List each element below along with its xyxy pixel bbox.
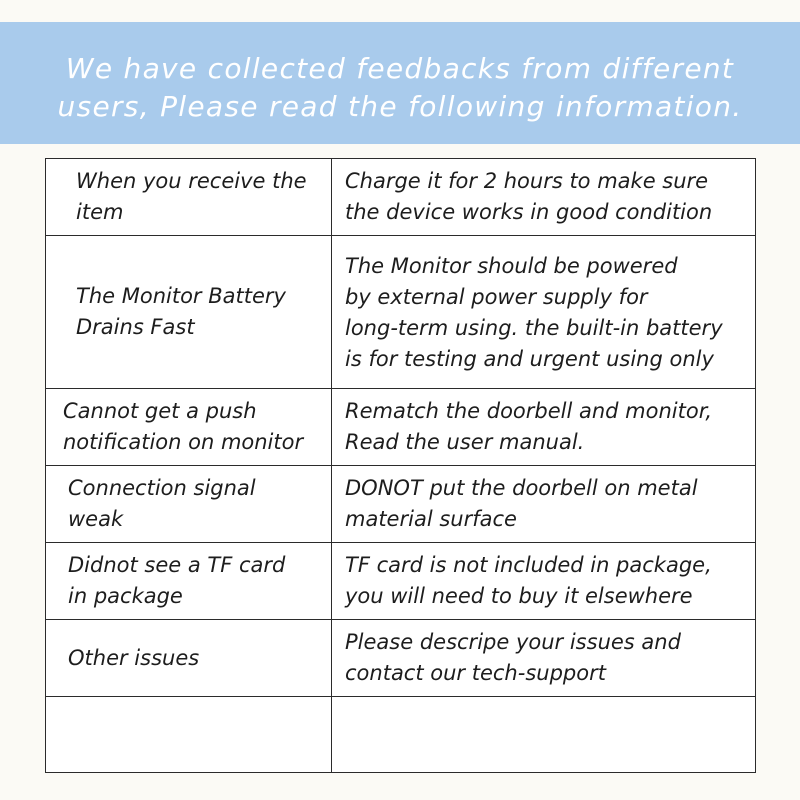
- solution-text: Charge it for 2 hours to make sure the device works in good condition: [345, 169, 713, 224]
- issue-cell: [46, 620, 332, 697]
- table-row: [46, 236, 756, 389]
- solution-text: Please descripe your issues and contact our tech-support: [345, 630, 681, 685]
- faq-table: [45, 158, 756, 773]
- solution-cell: [332, 236, 756, 389]
- issue-cell: [46, 389, 332, 466]
- header-banner: [0, 22, 800, 144]
- issue-text: Other issues: [68, 645, 200, 670]
- issue-text: Connection signal weak: [68, 476, 256, 531]
- issue-cell: [46, 466, 332, 543]
- issue-text: Didnot see a TF card in package: [68, 553, 286, 608]
- issue-cell: [46, 543, 332, 620]
- issue-text: Cannot get a push notification on monitor: [63, 399, 304, 454]
- table-row: [46, 620, 756, 697]
- table-row: [46, 466, 756, 543]
- solution-cell: [332, 466, 756, 543]
- solution-cell: [332, 620, 756, 697]
- solution-cell: [332, 543, 756, 620]
- table-row: [46, 159, 756, 236]
- header-line-2: users, Please read the following information.: [57, 90, 743, 123]
- table-row: [46, 543, 756, 620]
- solution-text: Rematch the doorbell and monitor, Read the user manual.: [345, 399, 713, 454]
- solution-text: DONOT put the doorbell on metal material surface: [345, 476, 698, 531]
- table-row: [46, 697, 756, 773]
- solution-cell: [332, 697, 756, 773]
- issue-cell: [46, 159, 332, 236]
- issue-cell: [46, 697, 332, 773]
- issue-text: When you receive the item: [76, 169, 307, 224]
- issue-text: The Monitor Battery Drains Fast: [76, 284, 286, 339]
- solution-text: The Monitor should be powered by external power supply for long-term using. the built-in battery is for testing and urgent using only: [345, 254, 723, 371]
- header-line-1: We have collected feedbacks from different: [65, 52, 735, 85]
- solution-cell: [332, 389, 756, 466]
- solution-text: TF card is not included in package, you will need to buy it elsewhere: [345, 553, 712, 608]
- table-row: [46, 389, 756, 466]
- solution-cell: [332, 159, 756, 236]
- issue-cell: [46, 236, 332, 389]
